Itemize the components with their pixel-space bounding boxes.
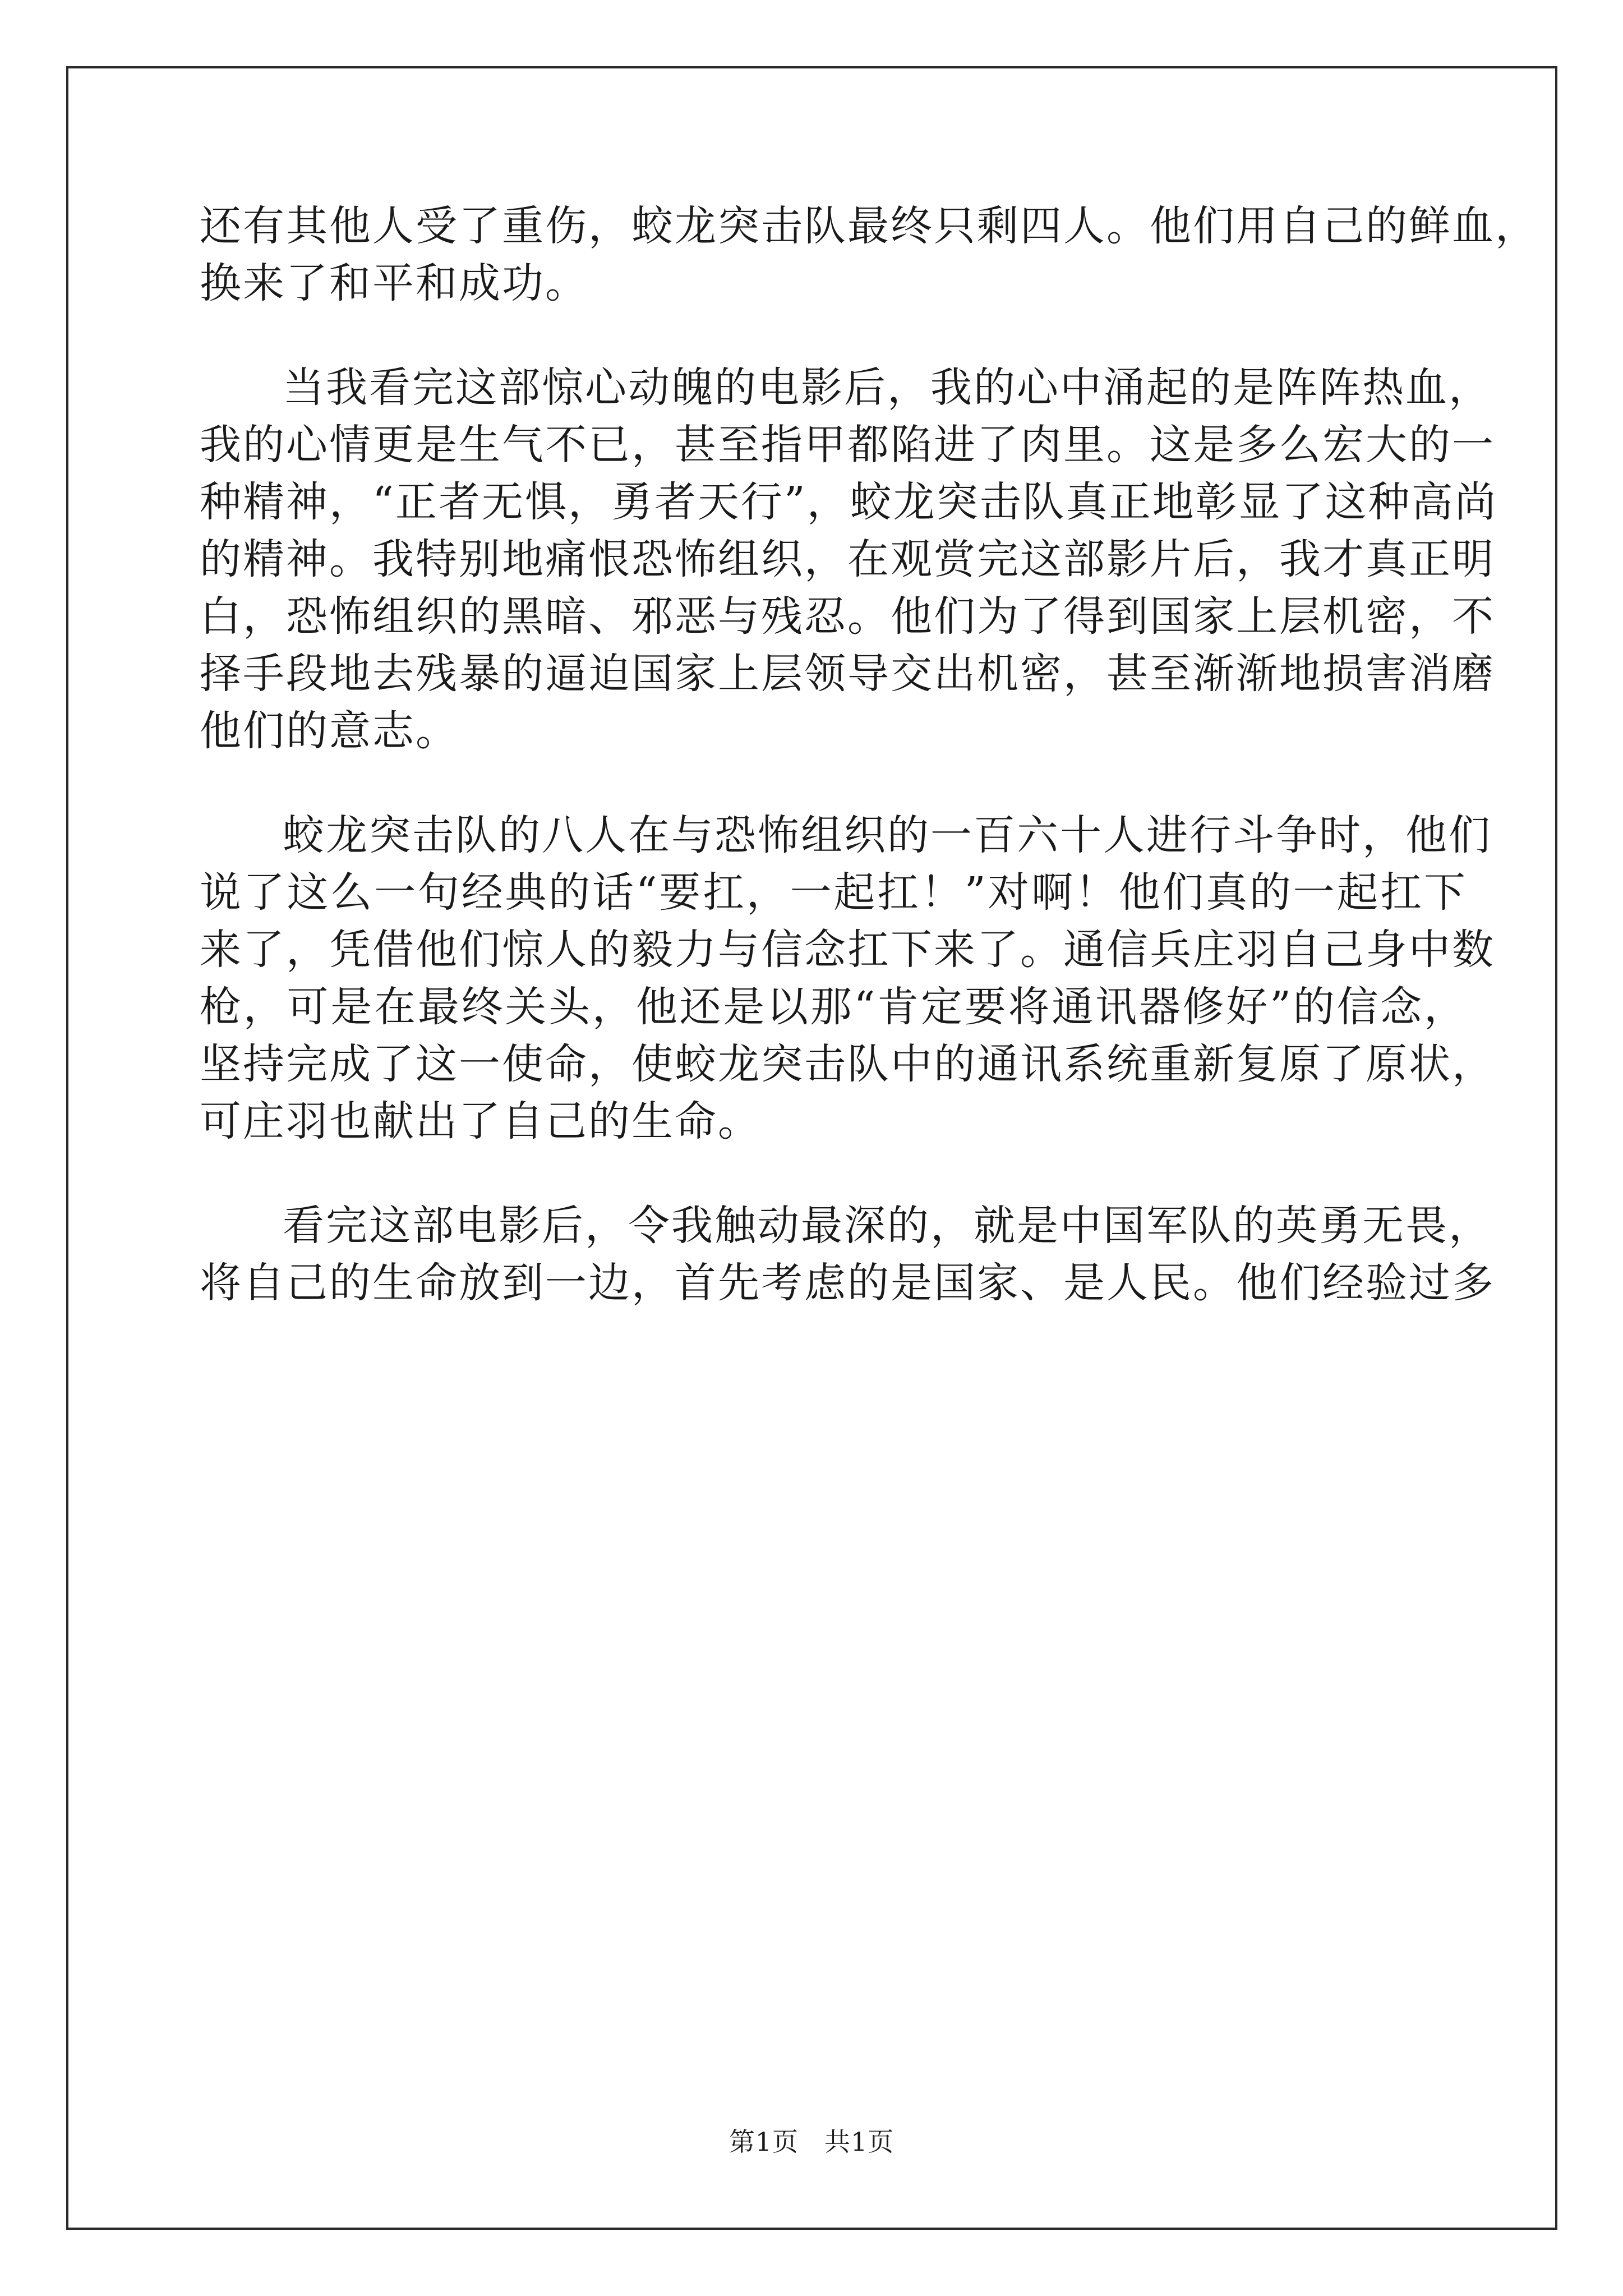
text-line: 的精神。我特别地痛恨恐怖组织，在观赏完这部影片后，我才真正明 [200,535,1495,583]
paragraph-4 [200,1197,1495,1312]
page-number: 第1页 [728,2127,799,2157]
page-footer [0,2122,1623,2159]
paragraph-1 [200,197,1538,312]
text-line: 他们的意志。 [200,707,459,755]
text-line: 看完这部电影后，令我触动最深的，就是中国军队的英勇无畏， [283,1202,1492,1250]
text-line: 择手段地去残暴的逼迫国家上层领导交出机密，甚至渐渐地损害消磨 [200,650,1495,698]
text-line: 白，恐怖组织的黑暗、邪恶与残忍。他们为了得到国家上层机密，不 [200,592,1495,641]
paragraph-3 [200,807,1495,1150]
text-line: 蛟龙突击队的八人在与恐怖组织的一百六十人进行斗争时，他们 [283,811,1492,859]
text-line: 种精神，“正者无惧，勇者天行”，蛟龙突击队真正地彰显了这种高尚 [200,478,1498,526]
text-line: 坚持完成了这一使命，使蛟龙突击队中的通讯系统重新复原了原状， [200,1040,1495,1088]
text-line: 将自己的生命放到一边，首先考虑的是国家、是人民。他们经验过多 [200,1259,1495,1307]
text-line: 可庄羽也献出了自己的生命。 [200,1097,761,1145]
page-total: 共1页 [824,2127,895,2157]
text-line: 来了，凭借他们惊人的毅力与信念扛下来了。通信兵庄羽自己身中数 [200,926,1495,974]
text-line: 说了这么一句经典的话“要扛，一起扛！”对啊！他们真的一起扛下 [200,868,1467,917]
text-line: 枪，可是在最终关头，他还是以那“肯定要将通讯器修好”的信念， [200,983,1467,1031]
text-line: 还有其他人受了重伤，蛟龙突击队最终只剩四人。他们用自己的鲜血， [200,202,1538,250]
document-body [200,197,1538,1359]
text-line: 我的心情更是生气不已，甚至指甲都陷进了肉里。这是多么宏大的一 [200,421,1495,469]
text-line: 换来了和平和成功。 [200,259,588,307]
text-line: 当我看完这部惊心动魄的电影后，我的心中涌起的是阵阵热血， [283,364,1492,412]
paragraph-2 [200,359,1498,760]
